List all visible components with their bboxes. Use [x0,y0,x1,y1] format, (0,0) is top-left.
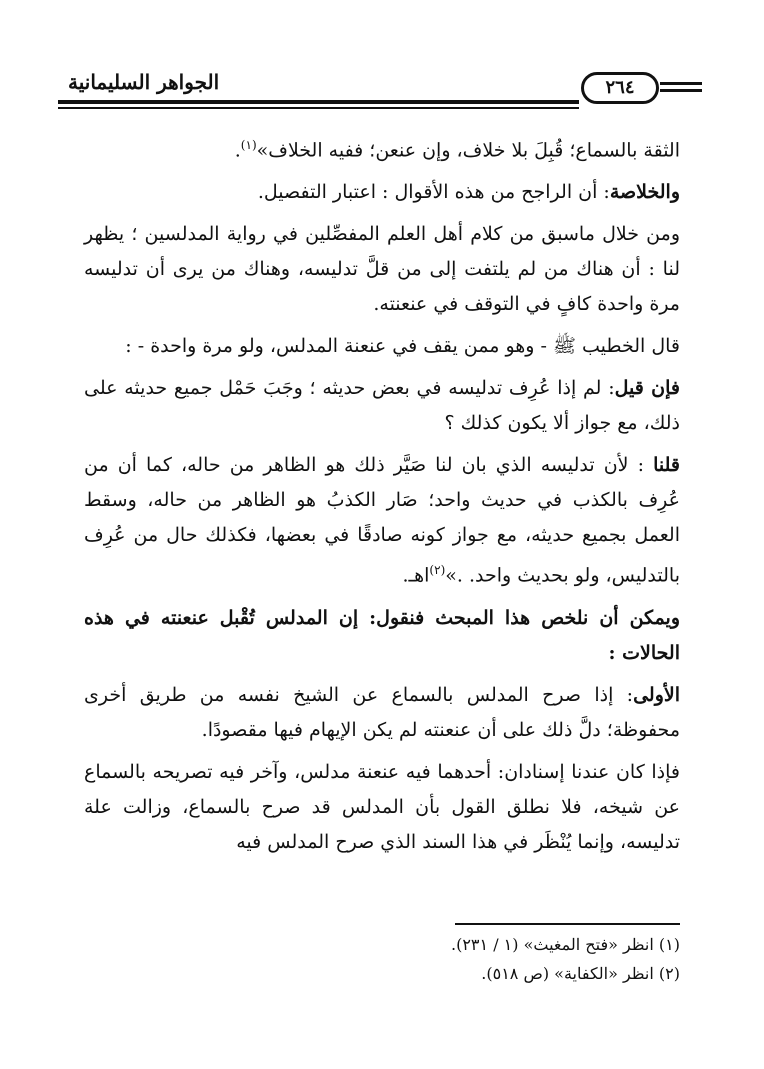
paragraph: الثقة بالسماع؛ قُبِلَ بلا خلاف، وإن عنعن؛ ففيه الخلاف»$^{(١)}$. [234,138,680,162]
book-title: الجواهر السليمانية [68,70,220,94]
footnote: (١) انظر «فتح المغيث» (١ / ٢٣١). [451,935,680,954]
header-rule-thick [58,100,579,104]
paragraph: فإذا كان عندنا إسنادان: أحدهما فيه عنعنة مدلس، وآخر فيه تصريحه بالسماع عن شيخه، فلا نطلق القول بأن المدلس قد صرح بالسماع، وزالت علة تدليسه، وإنما يُنْظَر في هذا السند الذي صرح المدلس فيه [84,760,680,853]
footnotes [84,930,680,988]
paragraph: فإن قيل: لم إذا عُرِف تدليسه في بعض حديثه ؛ وجَبَ حَمْل جميع حديثه على ذلك، مع جواز ألا يكون كذلك ؟ [84,377,680,435]
page-number: ٢٦٤ [581,72,659,104]
body-text [84,128,680,867]
footnote-divider [455,923,680,925]
paragraph: قال الخطيب ﷺ - وهو ممن يقف في عنعنة المدلس، ولو مرة واحدة - : [125,335,680,358]
paragraph: والخلاصة: أن الراجح من هذه الأقوال : اعتبار التفصيل. [257,181,680,204]
header-dash-bottom [660,89,702,92]
header-rule-thin [58,107,579,109]
paragraph: قلنا : لأن تدليسه الذي بان لنا صَيَّر ذلك هو الظاهر من حاله، كما أن من عُرِف بالكذب في حديث واحد؛ صَار الكذبُ هو الظاهر من حاله، وسقط العمل بجميع حديثه، مع جواز كونه صادقًا في بعضها، فكذلك حال من عُرِف بالتدليس، ولو بحديث واحد. .»$^{(٢)}$اهـ. [84,454,680,587]
page-header [58,70,708,110]
paragraph: ومن خلال ماسبق من كلام أهل العلم المفصِّلين في رواية المدلسين ؛ يظهر لنا : أن هناك من لم يلتفت إلى من قلَّ تدليسه، وهناك من يرى أن تدليسه مرة واحدة كافٍ في التوقف في عنعنته. [84,223,680,316]
paragraph: ويمكن أن نلخص هذا المبحث فنقول: إن المدلس تُقْبل عنعنته في هذه الحالات : [84,606,680,664]
paragraph: الأولى: إذا صرح المدلس بالسماع عن الشيخ نفسه من طريق أخرى محفوظة؛ دلَّ ذلك على أن عنعنته لم يكن الإيهام فيها مقصودًا. [84,683,680,741]
footnote: (٢) انظر «الكفاية» (ص ٥١٨). [481,964,680,983]
header-dash-top [660,82,702,85]
